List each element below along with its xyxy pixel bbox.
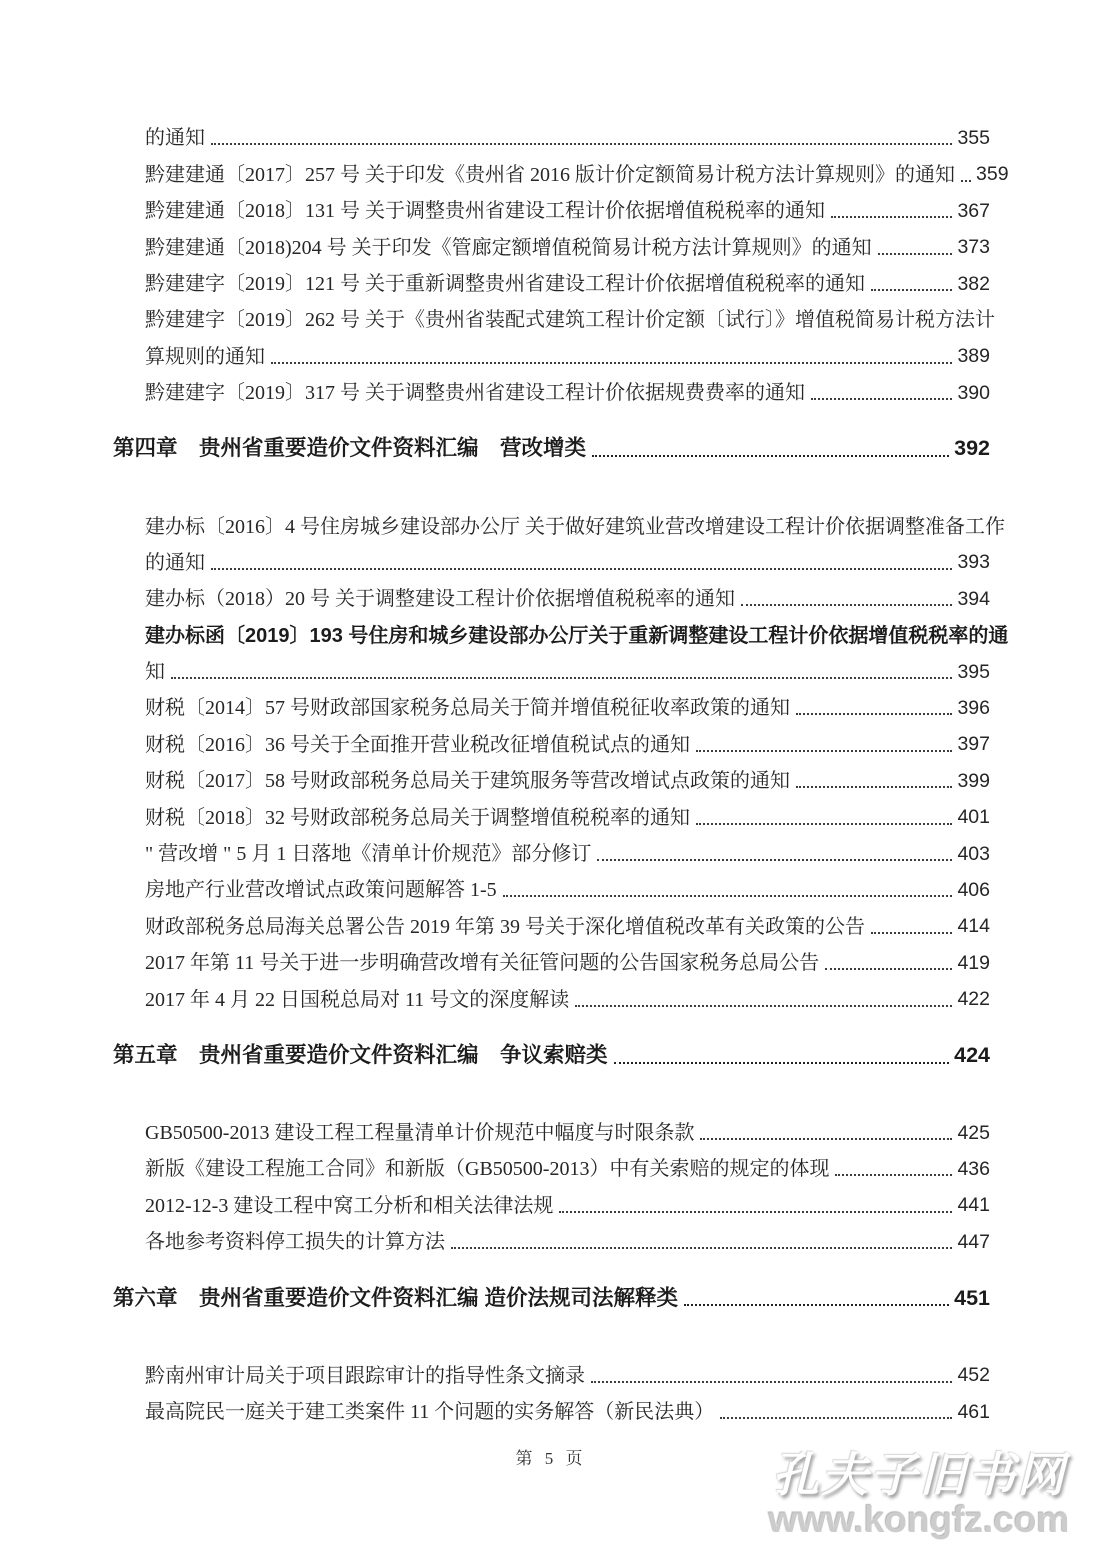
dot-leader xyxy=(503,895,953,897)
dot-leader xyxy=(811,398,952,400)
dot-leader xyxy=(831,216,952,218)
toc-line-text: 黔建建通〔2017〕257 号 关于印发《贵州省 2016 版计价定额简易计税方法计算规则》的通知 xyxy=(145,163,955,186)
toc-line-text: 算规则的通知 xyxy=(145,345,265,368)
page-number: 451 xyxy=(954,1285,990,1310)
toc-line xyxy=(113,1149,990,1185)
toc-line xyxy=(113,870,990,906)
toc-line-text: 2012-12-3 建设工程中窝工分析和相关法律法规 xyxy=(145,1194,554,1217)
page-number: 396 xyxy=(957,697,990,720)
page-number: 395 xyxy=(957,660,990,683)
toc-line-text: 建办标函〔2019〕193 号住房和城乡建设部办公厅关于重新调整建设工程计价依据增值税税率的通 xyxy=(145,624,1009,647)
toc-line xyxy=(113,652,990,688)
page-number: 397 xyxy=(957,733,990,756)
toc-line-text: 建办标（2018）20 号 关于调整建设工程计价依据增值税税率的通知 xyxy=(145,588,735,611)
page-number: 436 xyxy=(957,1157,990,1180)
watermark-site-name: 孔夫子旧书网 xyxy=(772,1450,1066,1502)
page-number: 424 xyxy=(954,1042,990,1067)
dot-leader xyxy=(961,180,971,182)
page-footer: 第 5 页 xyxy=(515,1449,587,1468)
toc-line-text: 财政部税务总局海关总署公告 2019 年第 39 号关于深化增值税改革有关政策的公告 xyxy=(145,915,865,938)
toc-line-text: 房地产行业营改增试点政策问题解答 1-5 xyxy=(145,879,497,902)
toc-line xyxy=(113,615,1009,651)
toc-line-text: 的通知 xyxy=(145,551,205,574)
toc-line xyxy=(113,336,990,372)
toc-line xyxy=(113,1185,990,1221)
page-number: 425 xyxy=(957,1121,990,1144)
dot-leader xyxy=(575,1005,952,1007)
toc-line xyxy=(113,264,990,300)
toc-line xyxy=(113,724,990,760)
toc-line xyxy=(113,688,990,724)
toc-line-text: 第五章 贵州省重要造价文件资料汇编 争议索赔类 xyxy=(113,1042,608,1067)
dot-leader xyxy=(835,1174,952,1176)
toc-line xyxy=(113,761,990,797)
toc-line xyxy=(113,154,1009,190)
toc-line xyxy=(113,906,990,942)
page-number: 382 xyxy=(957,272,990,295)
toc-line-text: 2017 年第 11 号关于进一步明确营改增有关征管问题的公告国家税务总局公告 xyxy=(145,952,820,975)
toc-chapter-heading xyxy=(113,1036,990,1073)
page-number: 367 xyxy=(957,199,990,222)
toc-line-text: 新版《建设工程施工合同》和新版（GB50500-2013）中有关索赔的规定的体现 xyxy=(145,1158,830,1181)
toc-line-text: 财税〔2016〕36 号关于全面推开营业税改征增值税试点的通知 xyxy=(145,733,690,756)
toc-list xyxy=(113,118,1009,1428)
page-number: 422 xyxy=(957,988,990,1011)
dot-leader xyxy=(741,604,952,606)
toc-line-text: 财税〔2018〕32 号财政部税务总局关于调整增值税税率的通知 xyxy=(145,806,690,829)
toc-line xyxy=(113,300,995,336)
dot-leader xyxy=(871,289,952,291)
dot-leader xyxy=(211,143,952,145)
toc-line-text: 2017 年 4 月 22 日国税总局对 11 号文的深度解读 xyxy=(145,988,570,1011)
dot-leader xyxy=(871,932,952,934)
page-number: 389 xyxy=(957,345,990,368)
dot-leader xyxy=(171,677,952,679)
toc-line xyxy=(113,227,990,263)
dot-leader xyxy=(696,750,952,752)
toc-line xyxy=(113,943,990,979)
toc-line xyxy=(113,373,990,409)
toc-line-text: 建办标〔2016〕4 号住房城乡建设部办公厅 关于做好建筑业营改增建设工程计价依据调整准备工作 xyxy=(145,515,1005,538)
toc-line-text: 知 xyxy=(145,661,165,684)
toc-line-text: " 营改增 " 5 月 1 日落地《清单计价规范》部分修订 xyxy=(145,843,592,866)
page-number: 355 xyxy=(957,126,990,149)
toc-line xyxy=(113,797,990,833)
dot-leader xyxy=(825,968,952,970)
dot-leader xyxy=(614,1062,950,1064)
dot-leader xyxy=(684,1304,949,1306)
page-number: 393 xyxy=(957,551,990,574)
dot-leader xyxy=(211,568,952,570)
toc-line xyxy=(113,543,990,579)
toc-chapter-heading xyxy=(113,429,990,466)
watermark-site-url: www.kongfz.com xyxy=(768,1499,1070,1540)
page-number: 392 xyxy=(954,436,990,461)
toc-line xyxy=(113,1355,990,1391)
page-number: 373 xyxy=(957,236,990,259)
toc-line xyxy=(113,579,990,615)
page-number: 406 xyxy=(957,878,990,901)
page-number: 401 xyxy=(957,806,990,829)
page-number: 399 xyxy=(957,769,990,792)
page-number: 441 xyxy=(957,1194,990,1217)
toc-chapter-heading xyxy=(113,1278,990,1315)
page-number: 452 xyxy=(957,1364,990,1387)
dot-leader xyxy=(559,1211,952,1213)
toc-line xyxy=(113,1392,990,1428)
toc-line xyxy=(113,1222,990,1258)
toc-line xyxy=(113,979,990,1015)
page-number: 461 xyxy=(957,1400,990,1423)
toc-line-text: 黔建建字〔2019〕262 号 关于《贵州省装配式建筑工程计价定额〔试行〕》增值税简易计税方法计 xyxy=(145,309,995,332)
toc-line-text: 黔南州审计局关于项目跟踪审计的指导性条文摘录 xyxy=(145,1364,585,1387)
page-number: 359 xyxy=(976,163,1009,186)
toc-line xyxy=(113,118,990,154)
dot-leader xyxy=(451,1247,952,1249)
dot-leader xyxy=(591,1381,952,1383)
dot-leader xyxy=(597,859,952,861)
toc-line-text: 各地参考资料停工损失的计算方法 xyxy=(145,1231,445,1254)
toc-line-text: 财税〔2014〕57 号财政部国家税务总局关于简并增值税征收率政策的通知 xyxy=(145,697,790,720)
toc-line xyxy=(113,506,1005,542)
dot-leader xyxy=(720,1417,952,1419)
toc-line-text: 黔建建通〔2018)204 号 关于印发《管廊定额增值税简易计税方法计算规则》的通知 xyxy=(145,236,872,259)
dot-leader xyxy=(796,713,952,715)
page-number: 419 xyxy=(957,951,990,974)
toc-line-text: 黔建建字〔2019〕317 号 关于调整贵州省建设工程计价依据规费费率的通知 xyxy=(145,382,805,405)
toc-line-text: 第四章 贵州省重要造价文件资料汇编 营改增类 xyxy=(113,436,587,461)
toc-line-text: GB50500-2013 建设工程工程量清单计价规范中幅度与时限条款 xyxy=(145,1121,695,1144)
toc-line-text: 财税〔2017〕58 号财政部税务总局关于建筑服务等营改增试点政策的通知 xyxy=(145,770,790,793)
page-number: 414 xyxy=(957,915,990,938)
dot-leader xyxy=(696,823,952,825)
page-number: 403 xyxy=(957,842,990,865)
page-number: 394 xyxy=(957,587,990,610)
dot-leader xyxy=(878,253,953,255)
toc-line-text: 最高院民一庭关于建工类案件 11 个问题的实务解答（新民法典） xyxy=(145,1400,715,1423)
dot-leader xyxy=(700,1138,952,1140)
toc-line xyxy=(113,834,990,870)
toc-line-text: 黔建建通〔2018〕131 号 关于调整贵州省建设工程计价依据增值税税率的通知 xyxy=(145,200,825,223)
toc-line-text: 的通知 xyxy=(145,127,205,150)
dot-leader xyxy=(592,455,949,457)
page-number: 447 xyxy=(957,1230,990,1253)
page-number: 390 xyxy=(957,381,990,404)
toc-line-text: 黔建建字〔2019〕121 号 关于重新调整贵州省建设工程计价依据增值税税率的通知 xyxy=(145,272,865,295)
dot-leader xyxy=(796,786,952,788)
dot-leader xyxy=(271,362,952,364)
toc-line xyxy=(113,1113,990,1149)
toc-line-text: 第六章 贵州省重要造价文件资料汇编 造价法规司法解释类 xyxy=(113,1285,678,1310)
toc-line xyxy=(113,191,990,227)
